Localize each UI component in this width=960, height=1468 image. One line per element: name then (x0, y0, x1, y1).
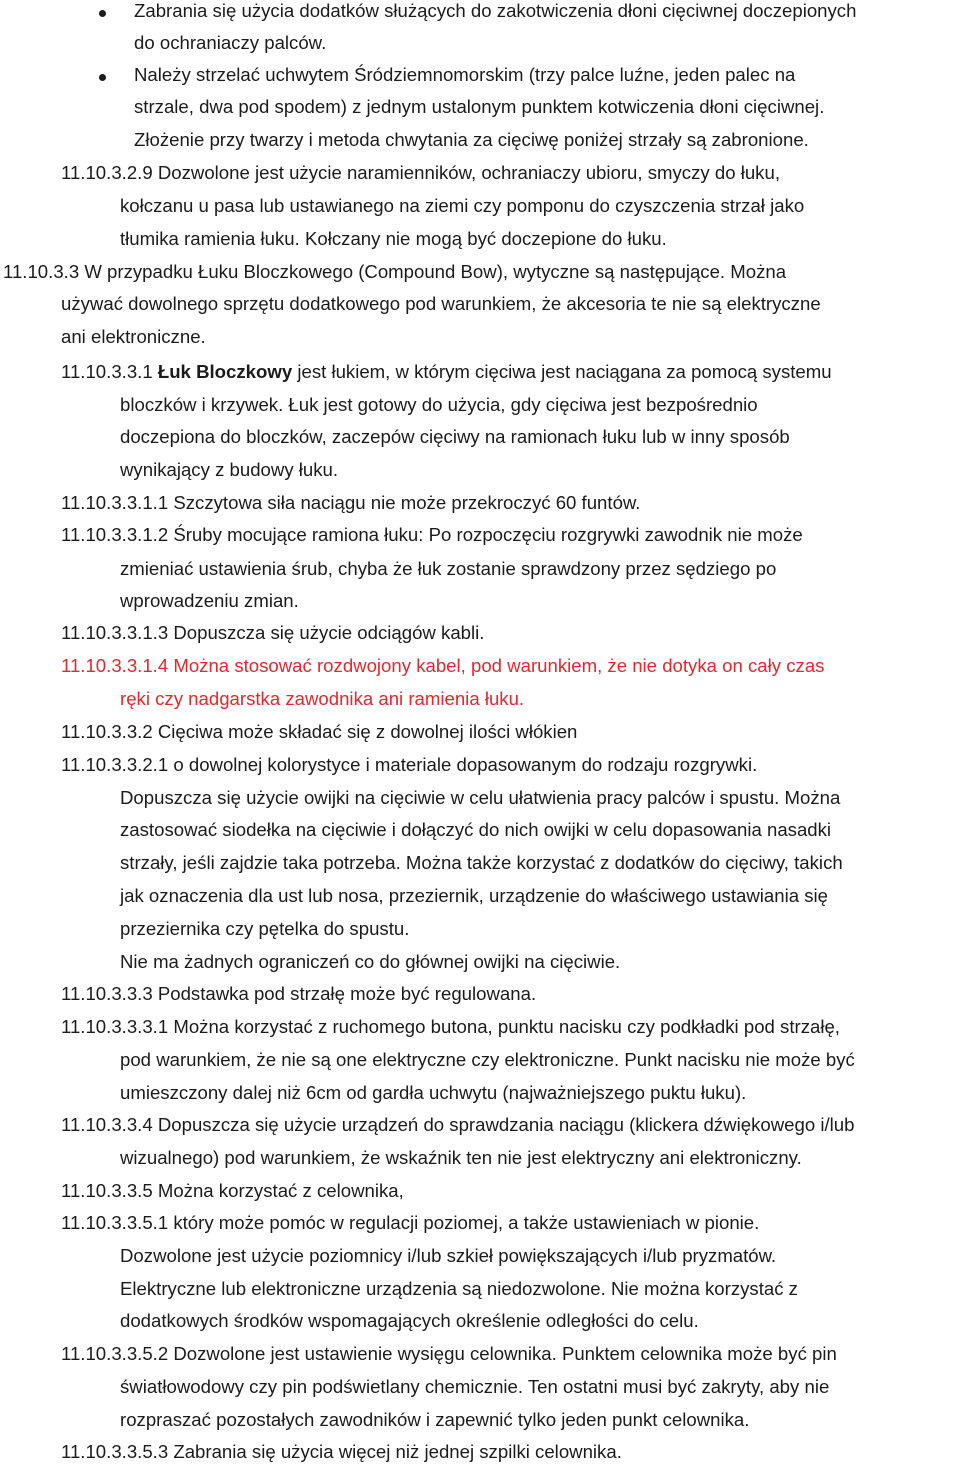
text-line: 11.10.3.3.1.3 Dopuszcza się użycie odciągów kabli. (61, 622, 485, 643)
text-line: Nie ma żadnych ograniczeń co do głównej owijki na cięciwie. (120, 951, 621, 972)
text-line: 11.10.3.3.1.4 Można stosować rozdwojony kabel, pod warunkiem, że nie dotyka on cały czas (61, 655, 825, 676)
text-line: 11.10.3.3.2.1 o dowolnej kolorystyce i materiale dopasowanym do rodzaju rozgrywki. (61, 754, 758, 775)
text-line: dodatkowych środków wspomagających określenie odległości do celu. (120, 1310, 699, 1331)
text-line: 11.10.3.3.5.3 Zabrania się użycia więcej niż jednej szpilki celownika. (61, 1441, 622, 1462)
text-line: zmieniać ustawienia śrub, chyba że łuk zostanie sprawdzony przez sędziego po (120, 558, 777, 579)
text-line: jak oznaczenia dla ust lub nosa, przeziernik, urządzenie do właściwego ustawiania się (120, 885, 828, 906)
text-line: światłowodowy czy pin podświetlany chemicznie. Ten ostatni musi być zakryty, aby nie (120, 1376, 830, 1397)
text-line: Elektryczne lub elektroniczne urządzenia są niedozwolone. Nie można korzystać z (120, 1278, 798, 1299)
text-line: 11.10.3.3.5.2 Dozwolone jest ustawienie wysięgu celownika. Punktem celownika może być pin (61, 1343, 837, 1364)
text-line: pod warunkiem, że nie są one elektryczne czy elektroniczne. Punkt nacisku nie może być (120, 1049, 855, 1070)
text-line: ręki czy nadgarstka zawodnika ani ramienia łuku. (120, 688, 525, 709)
text-line: 11.10.3.3.3.1 Można korzystać z ruchomego butona, punktu nacisku czy podkładki pod strzałę, (61, 1016, 840, 1037)
text-line: 11.10.3.3.3 Podstawka pod strzałę może być regulowana. (61, 983, 537, 1004)
text-line: Dozwolone jest użycie poziomnicy i/lub szkieł powiększających i/lub pryzmatów. (120, 1245, 777, 1266)
text-line: 11.10.3.2.9 Dozwolone jest użycie naramienników, ochraniaczy ubioru, smyczy do łuku, (61, 162, 780, 183)
text-line: rozpraszać pozostałych zawodników i zapewnić tylko jeden punkt celownika. (120, 1409, 750, 1430)
text-run: jest łukiem, w którym cięciwa jest naciągana za pomocą systemu (297, 361, 832, 382)
text-line: przeziernika czy pętelka do spustu. (120, 918, 410, 939)
bullet-dot-icon (99, 10, 106, 17)
text-line: umieszczony dalej niż 6cm od gardła uchwytu (najważniejszego puktu łuku). (120, 1082, 747, 1103)
text-line: Należy strzelać uchwytem Śródziemnomorskim (trzy palce luźne, jeden palec na (134, 64, 796, 85)
text-line: 11.10.3.3 W przypadku Łuku Bloczkowego (Compound Bow), wytyczne są następujące. Można (3, 261, 787, 282)
bullet-dot-icon (99, 74, 106, 81)
text-line: wynikający z budowy łuku. (120, 459, 339, 480)
text-line: strzały, jeśli zajdzie taka potrzeba. Można także korzystać z dodatków do cięciwy, takich (120, 852, 843, 873)
text-line: zastosować siodełka na cięciwie i dołączyć do nich owijki w celu dopasowania nasadki (120, 819, 832, 840)
text-line: strzale, dwa pod spodem) z jednym ustalonym punktem kotwiczenia dłoni cięciwnej. (134, 96, 825, 117)
text-line: doczepiona do bloczków, zaczepów cięciwy na ramionach łuku lub w inny sposób (120, 426, 790, 447)
text-line (61, 356, 832, 388)
text-line: do ochraniaczy palców. (134, 32, 327, 53)
text-line: wizualnego) pod warunkiem, że wskaźnik ten nie jest elektryczny ani elektroniczny. (120, 1147, 802, 1168)
text-line: 11.10.3.3.2 Cięciwa może składać się z dowolnej ilości włókien (61, 721, 578, 742)
text-line: Zabrania się użycia dodatków służących do zakotwiczenia dłoni cięciwnej doczepionych (134, 0, 857, 21)
text-line: 11.10.3.3.5.1 który może pomóc w regulacji poziomej, a także ustawieniach w pionie. (61, 1212, 760, 1233)
text-line: Złożenie przy twarzy i metoda chwytania za cięciwę poniżej strzały są zabronione. (134, 129, 809, 150)
section-number: 11.10.3.3.1 (61, 361, 153, 382)
text-line: 11.10.3.3.1.1 Szczytowa siła naciągu nie może przekroczyć 60 funtów. (61, 492, 641, 513)
text-line: Dopuszcza się użycie owijki na cięciwie w celu ułatwienia pracy palców i spustu. Można (120, 787, 841, 808)
text-line: kołczanu u pasa lub ustawianego na ziemi czy pomponu do czyszczenia strzał jako (120, 195, 805, 216)
text-line: 11.10.3.3.4 Dopuszcza się użycie urządzeń do sprawdzania naciągu (klickera dźwiękowego i/lub (61, 1114, 855, 1135)
text-line: 11.10.3.3.5 Można korzystać z celownika, (61, 1180, 404, 1201)
text-line: bloczków i krzywek. Łuk jest gotowy do użycia, gdy cięciwa jest bezpośrednio (120, 394, 758, 415)
bold-term: Łuk Bloczkowy (157, 361, 293, 382)
text-line: wprowadzeniu zmian. (120, 590, 299, 611)
text-line: tłumika ramienia łuku. Kołczany nie mogą być doczepione do łuku. (120, 228, 667, 249)
text-line: 11.10.3.3.1.2 Śruby mocujące ramiona łuku: Po rozpoczęciu rozgrywki zawodnik nie może (61, 524, 803, 545)
text-line: ani elektroniczne. (61, 326, 206, 347)
text-line: używać dowolnego sprzętu dodatkowego pod warunkiem, że akcesoria te nie są elektryczne (61, 293, 821, 314)
